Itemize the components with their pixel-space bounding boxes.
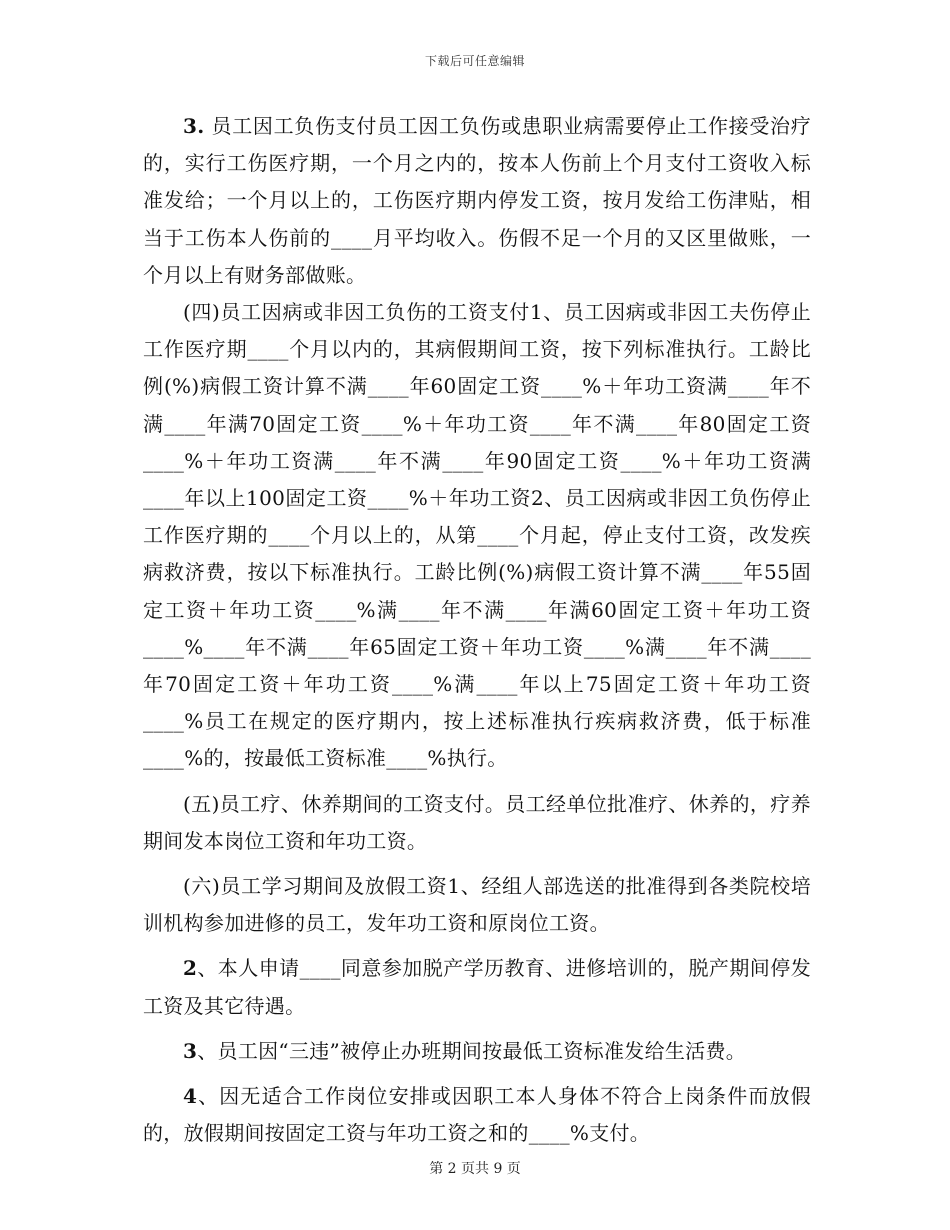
paragraph-text: (四)员工因病或非因工负伤的工资支付1、员工因病或非因工夫伤停止工作医疗期____个月以内的，其病假期间工资，按下列标准执行。工龄比例(%)病假工资计算不满____年60固定工资____%＋年功工资满____年不满____年满70固定工资____%＋年功工资____年不满____年80固定工资____%＋年功工资满____年不满____年90固定工资____%＋年功工资满____年以上100固定工资____%＋年功工资2、员工因病或非因工负伤停止工作医疗期的____个月以上的，从第____个月起，停止支付工资，改发疾病救济费，按以下标准执行。工龄比例(%)病假工资计算不满____年55固定工资＋年功工资____%满____年不满____年满60固定工资＋年功工资____%____年不满____年65固定工资＋年功工资____%满____年不满____年70固定工资＋年功工资____%满____年以上75固定工资＋年功工资____%员工在规定的医疗期内，按上述标准执行疾病救济费，低于标准____%的，按最低工资标准____%执行。 [143, 300, 811, 771]
paragraph-text: 、因无适合工作岗位安排或因职工本人身体不符合上岗条件而放假的，放假期间按固定工资与年功工资之和的____%支付。 [143, 1084, 811, 1146]
paragraph-text: (六)员工学习期间及放假工资1、经组人部选送的批准得到各类院校培训机构参加进修的员工，发年功工资和原岗位工资。 [143, 874, 811, 936]
document-body [143, 108, 811, 1152]
paragraph-text: 、本人申请____同意参加脱产学历教育、进修培训的，脱产期间停发工资及其它待遇。 [143, 956, 811, 1018]
page-header: 下载后可任意编辑 [424, 54, 525, 68]
paragraph-number: 3 [183, 1038, 198, 1063]
paragraph-text: (五)员工疗、休养期间的工资支付。员工经单位批准疗、休养的，疗养期间发本岗位工资和年功工资。 [143, 791, 811, 853]
paragraph-study-leave [143, 868, 811, 942]
paragraph-recuperation [143, 786, 811, 860]
page-footer: 第 2 页共 9 页 [429, 1161, 521, 1177]
paragraph-text: 员工因工负伤支付员工因工负伤或患职业病需要停止工作接受治疗的，实行工伤医疗期，一个月之内的，按本人伤前上个月支付工资收入标准发给；一个月以上的，工伤医疗期内停发工资，按月发给工伤津贴，相当于工伤本人伤前的____月平均收入。伤假不足一个月的又区里做账，一个月以上有财务部做账。 [143, 114, 811, 287]
paragraph-number: 4 [183, 1084, 198, 1109]
paragraph-text: 、员工因“三违”被停止办班期间按最低工资标准发给生活费。 [197, 1038, 747, 1063]
paragraph-item-3 [143, 1033, 811, 1070]
paragraph-item-4 [143, 1078, 811, 1152]
paragraph-item-2 [143, 950, 811, 1024]
paragraph-number: 3. [183, 114, 205, 138]
paragraph-work-injury [143, 108, 811, 294]
paragraph-number: 2 [183, 956, 198, 981]
paragraph-sick-leave [143, 294, 811, 778]
